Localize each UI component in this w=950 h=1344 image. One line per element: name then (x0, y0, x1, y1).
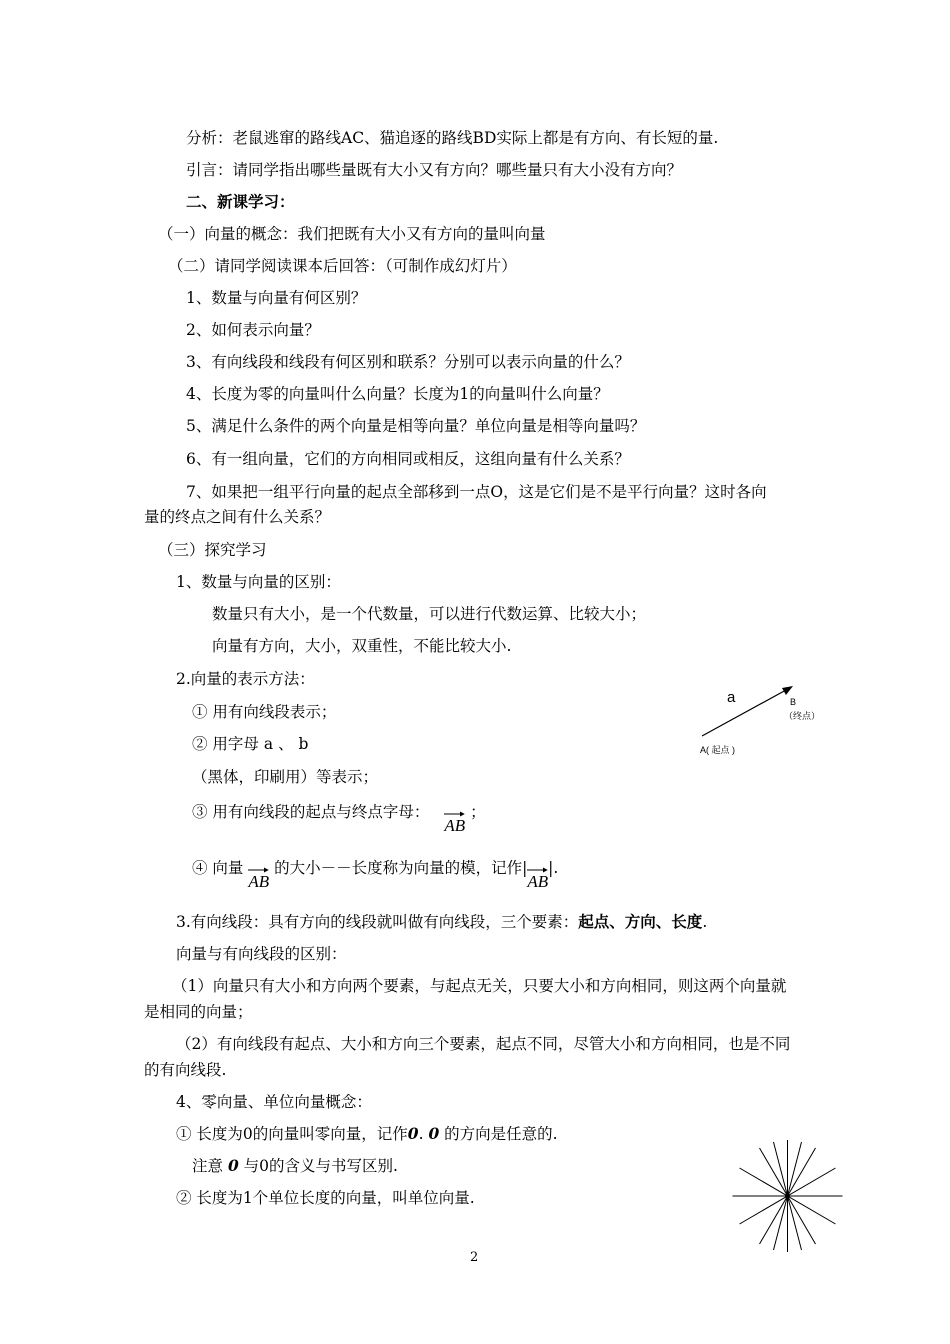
method-4 (192, 858, 559, 891)
explore-3-end: . (702, 913, 708, 931)
vector-ab-modulus (527, 872, 548, 892)
question-7-line2: 量的终点之间有什么关系？ (144, 508, 331, 526)
vector-ab-label: AB (527, 872, 549, 891)
difference-1-line1: （1）向量只有大小和方向两个要素，与起点无关，只要大小和方向相同，则这两个向量就 (172, 977, 787, 995)
explore-1b: 向量有方向，大小，双重性，不能比较大小. (212, 637, 512, 655)
zero-vector-star (730, 1140, 845, 1255)
note-end: 与0的含义与书写区别. (238, 1157, 398, 1175)
end-point-label: （终点） (784, 711, 821, 721)
question-7-line1: 7、如果把一组平行向量的起点全部移到一点O，这是它们是不是平行向量？这时各向 (186, 483, 767, 501)
question-1: 1、数量与向量有何区别？ (186, 289, 367, 307)
method-2: ② 用字母 a 、 b (192, 735, 309, 753)
section-heading: 二、新课学习： (186, 192, 295, 211)
method-4-b: 的大小－－长度称为向量的模，记作| (274, 859, 528, 877)
difference-heading: 向量与有向线段的区别： (176, 945, 347, 963)
vector-label-a: a (727, 689, 736, 706)
unit-vector-line: ② 长度为1个单位长度的向量，叫单位向量. (176, 1189, 475, 1207)
concept-line: （一）向量的概念：我们把既有大小又有方向的量叫向量 (158, 225, 546, 243)
note-line (192, 1156, 398, 1176)
start-point-label: A( 起点 ) (700, 745, 735, 755)
zero-symbol: 0 (428, 1124, 440, 1143)
analysis-line: 分析：老鼠逃窜的路线AC、猫追逐的路线BD实际上都是有方向、有长短的量. (186, 129, 719, 147)
method-3-end: ； (470, 803, 486, 821)
question-2: 2、如何表示向量？ (186, 321, 320, 339)
three-elements: 起点、方向、长度 (578, 912, 703, 931)
zero-vector-line (176, 1124, 558, 1144)
question-4: 4、长度为零的向量叫什么向量？长度为1的向量叫什么向量？ (186, 385, 609, 403)
explore-3 (176, 912, 707, 932)
difference-1-line2: 是相同的向量； (144, 1003, 253, 1021)
question-6: 6、有一组向量，它们的方向相同或相反，这组向量有什么关系？ (186, 450, 630, 468)
method-3 (192, 802, 486, 835)
zero-sep: . (418, 1125, 429, 1143)
explore-2: 2.向量的表示方法： (176, 670, 315, 688)
page-number: 2 (470, 1250, 479, 1265)
note-text: 注意 (192, 1157, 228, 1175)
explore-1a: 数量只有大小，是一个代数量，可以进行代数运算、比较大小； (212, 605, 647, 623)
method-1: ① 用有向线段表示； (192, 703, 337, 721)
vector-ab (248, 872, 269, 892)
zero-symbol: 0 (227, 1156, 239, 1175)
explore-heading: （三）探究学习 (158, 541, 267, 559)
zero-vector-text: ① 长度为0的向量叫零向量，记作 (176, 1125, 408, 1143)
explore-4: 4、零向量、单位向量概念： (176, 1093, 372, 1111)
method-2b: （黑体，印刷用）等表示； (192, 768, 379, 786)
point-b-label: B (790, 697, 797, 707)
vector-ab-label: AB (444, 816, 466, 835)
method-3-text: ③ 用有向线段的起点与终点字母： (192, 803, 430, 821)
question-3: 3、有向线段和线段有何区别和联系？分别可以表示向量的什么？ (186, 353, 630, 371)
zero-vector-end: 的方向是任意的. (439, 1125, 558, 1143)
vector-ab (444, 816, 465, 836)
zero-symbol: 0 (407, 1124, 419, 1143)
method-4-a: ④ 向量 (192, 859, 244, 877)
difference-2-line2: 的有向线段. (144, 1061, 227, 1079)
method-4-c: |. (548, 859, 559, 877)
explore-1: 1、数量与向量的区别： (176, 573, 341, 591)
vector-ab-label: AB (248, 872, 270, 891)
intro-line: 引言：请同学指出哪些量既有大小又有方向？哪些量只有大小没有方向？ (186, 161, 683, 179)
question-5: 5、满足什么条件的两个向量是相等向量？单位向量是相等向量吗？ (186, 417, 646, 435)
explore-3-text: 3.有向线段：具有方向的线段就叫做有向线段，三个要素： (176, 913, 579, 931)
difference-2-line1: （2）有向线段有起点、大小和方向三个要素，起点不同，尽管大小和方向相同，也是不同 (176, 1035, 791, 1053)
read-line: （二）请同学阅读课本后回答：（可制作成幻灯片） (168, 257, 517, 275)
